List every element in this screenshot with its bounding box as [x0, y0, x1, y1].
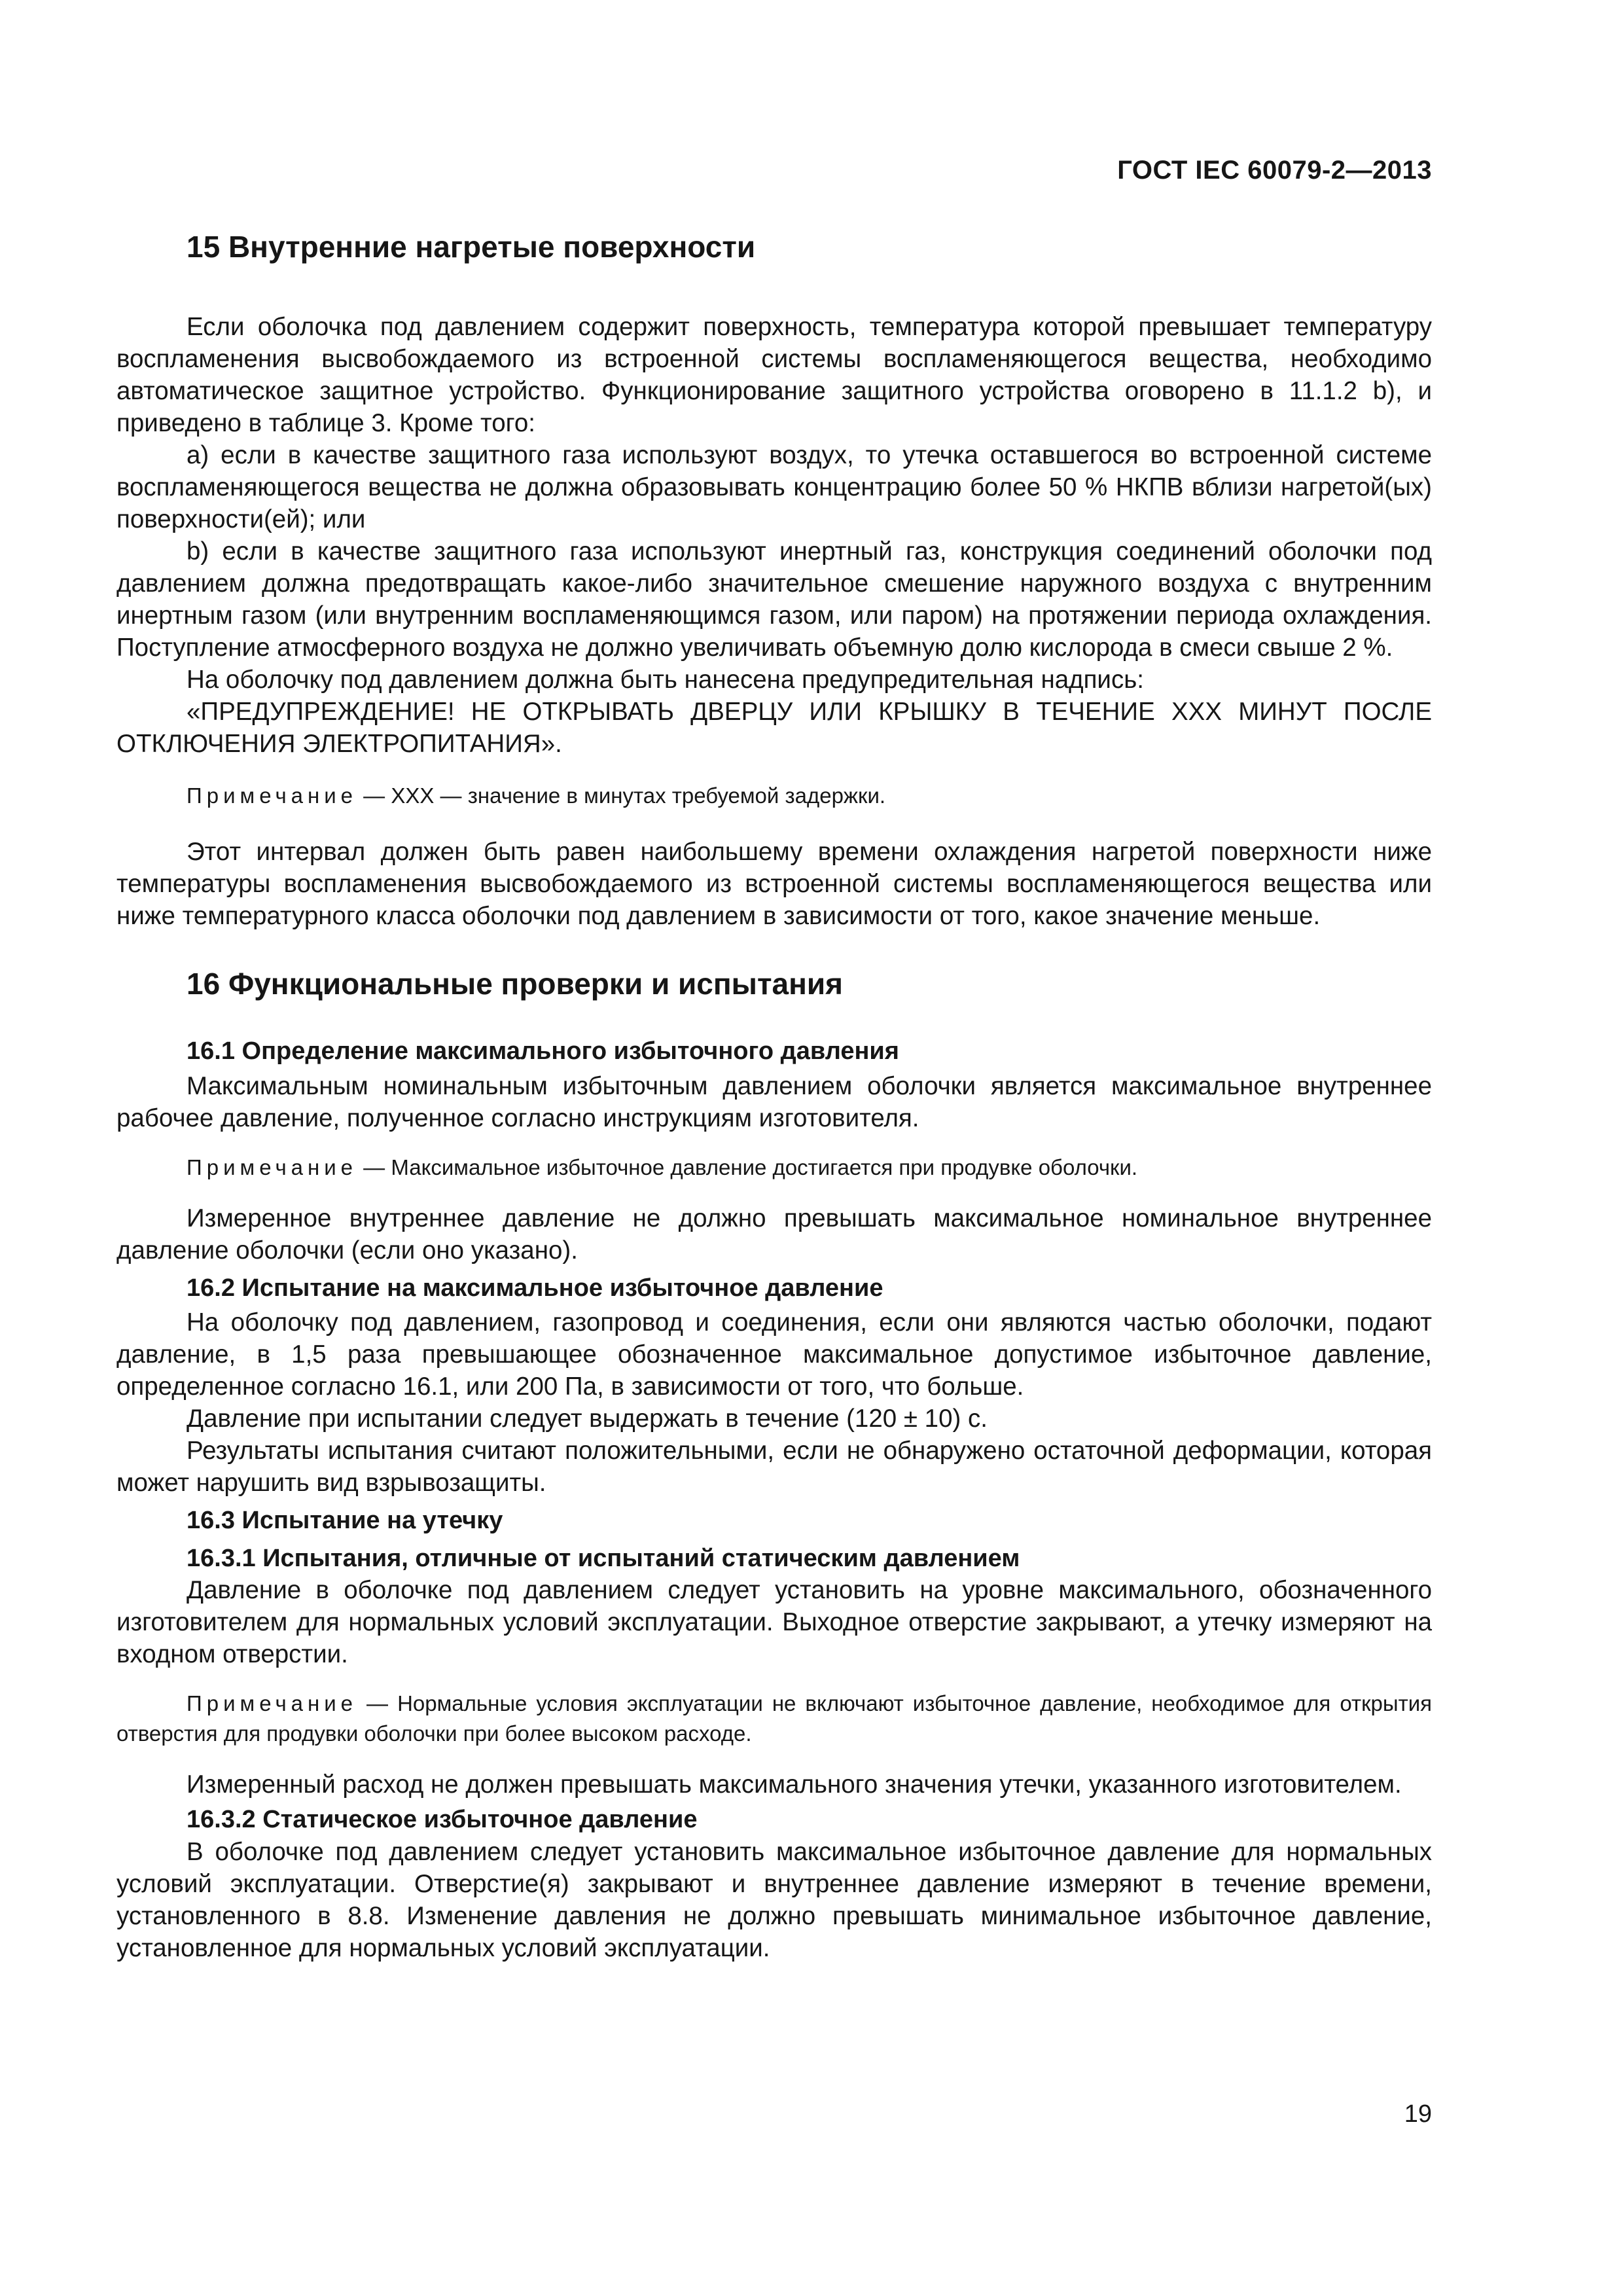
section-15-item-a: a) если в качестве защитного газа используют воздух, то утечка оставшегося во встроенной системе воспламеняющегося вещества не должна образовывать концентрацию более 50 % НКПВ вблизи нагретой(ых) поверхности(ей); или: [116, 441, 1432, 534]
note-label: Примечание: [187, 783, 358, 808]
section-16-3-title: 16.3 Испытание на утечку: [187, 1507, 503, 1535]
section-15-paragraph-1: Если оболочка под давлением содержит поверхность, температура которой превышает температуру воспламенения высвобождаемого из встроенной системы воспламеняющегося вещества, необходимо автоматическое защитное устройство. Функционирование защитного устройства оговорено в 11.1.2 b), и приведено в таблице 3. Кроме того:: [116, 313, 1432, 438]
page-content: [116, 229, 1432, 1964]
note-text: — ХХХ — значение в минутах требуемой задержки.: [357, 783, 886, 808]
section-15-paragraph-3: Этот интервал должен быть равен наибольшему времени охлаждения нагретой поверхности ниже температуры воспламенения высвобождаемого из встроенной системы воспламеняющегося вещества или ниже температурного класса оболочки под давлением в зависимости от того, какое значение меньше.: [116, 838, 1432, 931]
section-16-1-paragraph-2: Измеренное внутреннее давление не должно превышать максимальное номинальное внутреннее давление оболочки (если оно указано).: [116, 1204, 1432, 1265]
section-15-item-b: b) если в качестве защитного газа используют инертный газ, конструкция соединений оболочки под давлением должна предотвращать какое-либо значительное смешение наружного воздуха с внутренним инертным газом (или внутренним воспламеняющимся газом, или паром) на протяжении периода охлаждения. Поступление атмосферного воздуха не должно увеличивать объемную долю кислорода в смеси свыше 2 %.: [116, 537, 1432, 662]
section-16-title: 16 Функциональные проверки и испытания: [187, 967, 843, 1001]
document-code-header: ГОСТ IEC 60079-2—2013: [1117, 156, 1432, 185]
page-number: 19: [1404, 2100, 1432, 2128]
section-16-3-1-title: 16.3.1 Испытания, отличные от испытаний статическим давлением: [187, 1544, 1020, 1572]
note-text: — Нормальные условия эксплуатации не включают избыточное давление, необходимое для открытия отверстия для продувки оболочки при более высоком расходе.: [116, 1691, 1432, 1746]
section-16-3-1-note: [116, 1689, 1432, 1749]
note-label: Примечание: [187, 1691, 358, 1716]
section-16-1-title: 16.1 Определение максимального избыточного давления: [187, 1037, 899, 1066]
section-15-warning-text: «ПРЕДУПРЕЖДЕНИЕ! НЕ ОТКРЫВАТЬ ДВЕРЦУ ИЛИ КРЫШКУ В ТЕЧЕНИЕ ХХХ МИНУТ ПОСЛЕ ОТКЛЮЧЕНИЯ ЭЛЕКТРОПИТАНИЯ».: [116, 698, 1432, 759]
section-16-2-paragraph-2: Давление при испытании следует выдержать в течение (120 ± 10) с.: [187, 1405, 988, 1433]
note-label: Примечание: [187, 1155, 358, 1179]
section-16-2-paragraph-1: На оболочку под давлением, газопровод и соединения, если они являются частью оболочки, подают давление, в 1,5 раза превышающее обозначенное максимальное допустимое избыточное давление, определенное согласно 16.1, или 200 Па, в зависимости от того, что больше.: [116, 1308, 1432, 1401]
section-16-2-title: 16.2 Испытание на максимальное избыточное давление: [187, 1274, 883, 1302]
note-text: — Максимальное избыточное давление достигается при продувке оболочки.: [357, 1155, 1138, 1179]
section-16-3-1-paragraph-1: Давление в оболочке под давлением следует установить на уровне максимального, обозначенного изготовителем для нормальных условий эксплуатации. Выходное отверстие закрывают, а утечку измеряют на входном отверстии.: [116, 1576, 1432, 1669]
section-16-1-note: [116, 1153, 1432, 1183]
section-16-2-paragraph-3: Результаты испытания считают положительными, если не обнаружено остаточной деформации, которая может нарушить вид взрывозащиты.: [116, 1437, 1432, 1498]
section-16-3-1-paragraph-2: Измеренный расход не должен превышать максимального значения утечки, указанного изготовителем.: [187, 1770, 1402, 1799]
section-16-1-paragraph-1: Максимальным номинальным избыточным давлением оболочки является максимальное внутреннее рабочее давление, полученное согласно инструкциям изготовителя.: [116, 1071, 1432, 1132]
section-15-title: 15 Внутренние нагретые поверхности: [187, 230, 756, 264]
section-16-3-2-title: 16.3.2 Статическое избыточное давление: [187, 1806, 698, 1834]
section-15-note: [116, 781, 1432, 811]
section-16-3-2-paragraph-1: В оболочке под давлением следует установить максимальное избыточное давление для нормальных условий эксплуатации. Отверстие(я) закрывают и внутреннее давление измеряют в течение времени, установленного в 8.8. Изменение давления не должно превышать минимальное избыточное давление, установленное для нормальных условий эксплуатации.: [116, 1837, 1432, 1962]
section-15-paragraph-2: На оболочку под давлением должна быть нанесена предупредительная надпись:: [187, 666, 1144, 694]
